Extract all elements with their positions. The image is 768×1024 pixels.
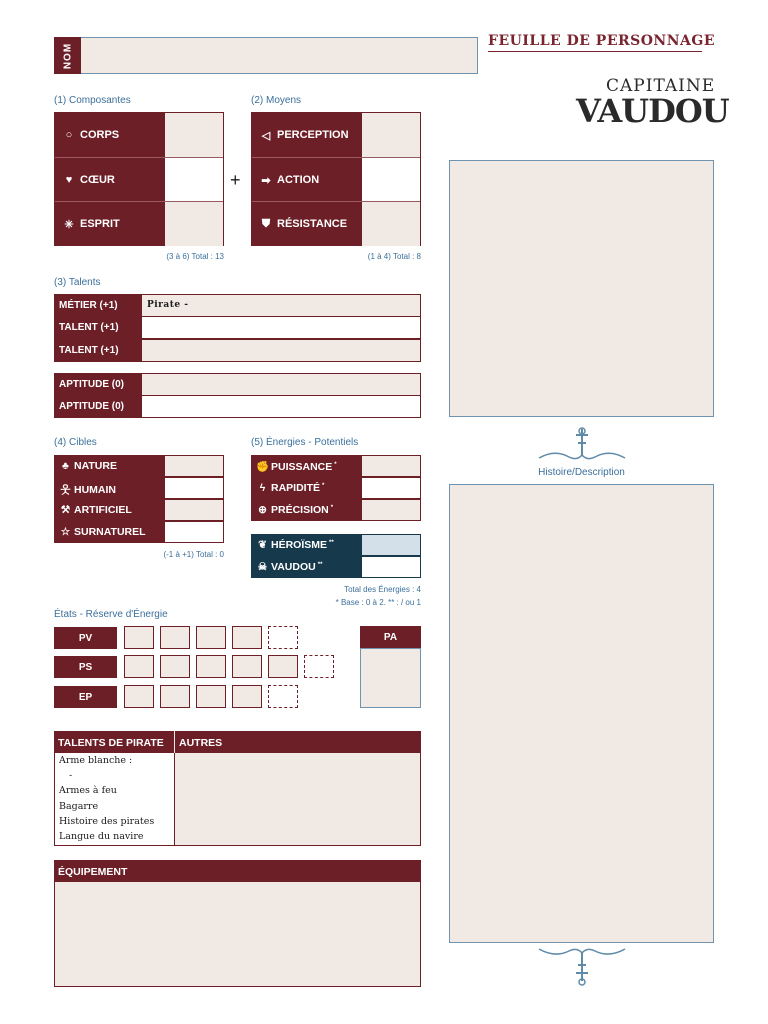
composantes-grid: [54, 112, 224, 246]
list-item: -: [69, 770, 73, 782]
energie-footnote: *: [330, 504, 334, 511]
aptitude-label: APTITUDE (0): [55, 374, 142, 395]
ornament-bottom-icon: [535, 945, 630, 987]
skull-icon: ☠: [257, 561, 268, 573]
pv-box[interactable]: [124, 626, 154, 649]
sheet-title: FEUILLE DE PERSONNAGE: [488, 33, 716, 49]
talent-value-field[interactable]: [142, 340, 420, 361]
title-underline: [488, 51, 702, 52]
stat-row-action: [252, 157, 420, 201]
energie-footnote: *: [334, 461, 337, 468]
humain-value-field[interactable]: [164, 477, 224, 499]
fist-icon: ✊: [256, 461, 270, 473]
plus-sign: +: [230, 170, 241, 190]
pa-label: PA: [360, 626, 421, 648]
stat-row-esprit: [55, 201, 223, 245]
corps-value-field[interactable]: [164, 113, 223, 157]
cible-label: [54, 477, 164, 499]
cible-label-text: HUMAIN: [74, 484, 116, 496]
energie-footnote: **: [317, 561, 323, 568]
stat-label: [55, 113, 164, 157]
rapidite-value-field[interactable]: [361, 477, 421, 499]
energie-label-text: PUISSANCE: [271, 461, 333, 473]
cible-row-nature: [54, 455, 224, 477]
stat-label: [252, 202, 361, 246]
energie-label: [251, 534, 361, 556]
portrait-box[interactable]: [449, 160, 714, 417]
stat-label: [55, 202, 164, 246]
stat-label-text: ESPRIT: [80, 218, 120, 230]
talents-pirate-list: [54, 753, 175, 846]
energies-title: (5) Énergies - Potentiels: [251, 437, 359, 448]
energie-footnote: **: [329, 539, 334, 546]
aptitude-row-2: [54, 395, 421, 418]
energie-label: [251, 499, 361, 521]
energie-row-puissance: [251, 455, 421, 477]
heroisme-value-field[interactable]: [361, 534, 421, 556]
logo-top-text: CAPITAINE: [606, 76, 716, 96]
energie-label-text: VAUDOU: [271, 561, 316, 573]
stat-row-resistance: [252, 201, 420, 245]
sparkle-icon: ✳: [64, 218, 74, 231]
aptitude-label: APTITUDE (0): [55, 396, 142, 417]
nature-value-field[interactable]: [164, 455, 224, 477]
aptitude-value-field[interactable]: [142, 374, 420, 395]
energies-note: * Base : 0 à 2. ** : / ou 1: [335, 598, 421, 607]
cible-row-surnaturel: [54, 521, 224, 543]
stat-label-text: CŒUR: [80, 174, 115, 186]
cible-label-text: ARTIFICIEL: [74, 504, 132, 516]
hammer-icon: ⚒: [60, 504, 71, 516]
stat-row-coeur: [55, 157, 223, 201]
ps-box[interactable]: [232, 655, 262, 678]
energies-total: Total des Énergies : 4: [344, 585, 421, 594]
ps-label: PS: [54, 656, 117, 678]
list-item: Arme blanche :: [59, 755, 133, 766]
cibles-title: (4) Cibles: [54, 437, 97, 448]
stat-label-text: CORPS: [80, 129, 120, 141]
esprit-value-field[interactable]: [164, 202, 223, 246]
cible-label: [54, 499, 164, 521]
aptitude-value-field[interactable]: [142, 396, 420, 417]
energie-row-rapidite: [251, 477, 421, 499]
ps-box[interactable]: [196, 655, 226, 678]
heart-icon: ♥: [65, 174, 73, 186]
cible-label: [54, 521, 164, 543]
list-item: Langue du navire: [59, 831, 144, 843]
stat-label: [252, 113, 361, 157]
perception-value-field[interactable]: [361, 113, 420, 157]
aptitude-row-1: [54, 373, 421, 396]
talent-row-2: [54, 339, 421, 362]
name-label: NOM: [62, 42, 73, 69]
pv-label: PV: [54, 627, 117, 649]
ornament-top-icon: [535, 425, 630, 465]
ep-box[interactable]: [160, 685, 190, 708]
stat-label-text: PERCEPTION: [277, 129, 349, 141]
name-tab: [54, 37, 81, 74]
ep-box[interactable]: [196, 685, 226, 708]
resistance-value-field[interactable]: [361, 202, 420, 246]
energie-label-text: RAPIDITÉ: [271, 482, 321, 494]
equipement-header: ÉQUIPEMENT: [54, 860, 421, 882]
stat-label: [55, 158, 164, 202]
energie-row-heroisme: [251, 534, 421, 556]
ep-box[interactable]: [124, 685, 154, 708]
name-field[interactable]: [54, 37, 478, 74]
energie-label: [251, 556, 361, 578]
stat-row-perception: [252, 113, 420, 157]
talent-label: TALENT (+1): [55, 340, 142, 361]
ep-label: EP: [54, 686, 117, 708]
talents-title: (3) Talents: [54, 277, 101, 288]
autres-field[interactable]: [174, 753, 421, 846]
arrow-icon: ➡: [261, 174, 271, 187]
vaudou-value-field[interactable]: [361, 556, 421, 578]
talents-pirate-header: TALENTS DE PIRATE: [54, 731, 174, 753]
stat-label-text: ACTION: [277, 174, 320, 186]
talent-value-field[interactable]: Pirate -: [142, 295, 420, 316]
precision-value-field[interactable]: [361, 499, 421, 521]
talent-row-1: [54, 316, 421, 339]
talent-value-field[interactable]: [142, 317, 420, 338]
star-icon: ☆: [60, 526, 71, 538]
histoire-label: Histoire/Description: [538, 467, 625, 478]
histoire-field[interactable]: [449, 484, 714, 943]
stat-label-text: RÉSISTANCE: [277, 218, 348, 230]
eye-icon: ◁: [261, 129, 271, 142]
list-item: Bagarre: [59, 800, 99, 812]
energie-label-text: HÉROÏSME: [271, 539, 328, 551]
etats-title: États - Réserve d'Énergie: [54, 609, 168, 620]
cible-label-text: SURNATUREL: [74, 526, 146, 538]
energie-row-precision: [251, 499, 421, 521]
ps-box[interactable]: [268, 655, 298, 678]
energie-footnote: *: [322, 482, 325, 489]
ps-box[interactable]: [160, 655, 190, 678]
stat-row-corps: [55, 113, 223, 157]
cible-label-text: NATURE: [74, 460, 117, 472]
circle-icon: ○: [65, 129, 73, 141]
palm-icon: ❦: [258, 539, 267, 551]
ps-box[interactable]: [124, 655, 154, 678]
ps-box-optional[interactable]: [304, 655, 334, 678]
cibles-total: (-1 à +1) Total : 0: [163, 550, 224, 559]
equipement-field[interactable]: [54, 882, 421, 987]
moyens-total: (1 à 4) Total : 8: [367, 252, 421, 261]
energie-label-text: PRÉCISION: [271, 504, 329, 516]
composantes-title: (1) Composantes: [54, 95, 131, 106]
pv-box[interactable]: [160, 626, 190, 649]
cible-row-artificiel: [54, 499, 224, 521]
lightning-icon: ϟ: [259, 482, 266, 494]
tree-icon: ♣: [62, 460, 69, 472]
moyens-title: (2) Moyens: [251, 95, 302, 106]
surnaturel-value-field[interactable]: [164, 521, 224, 543]
shield-icon: ⛊: [261, 217, 271, 230]
list-item: Histoire des pirates: [59, 815, 155, 827]
ep-box-optional[interactable]: [268, 685, 298, 708]
talent-row-metier: [54, 294, 421, 317]
artificiel-value-field[interactable]: [164, 499, 224, 521]
energie-label: [251, 477, 361, 499]
coeur-value-field[interactable]: [164, 158, 223, 202]
talent-label: TALENT (+1): [55, 317, 142, 338]
pv-box[interactable]: [196, 626, 226, 649]
puissance-value-field[interactable]: [361, 455, 421, 477]
ep-box[interactable]: [232, 685, 262, 708]
stat-label: [252, 158, 361, 202]
moyens-grid: [251, 112, 421, 246]
composantes-total: (3 à 6) Total : 13: [166, 252, 224, 261]
talent-label: MÉTIER (+1): [55, 295, 142, 316]
pv-box[interactable]: [232, 626, 262, 649]
cible-row-humain: [54, 477, 224, 499]
cible-label: [54, 455, 164, 477]
energie-row-vaudou: [251, 556, 421, 578]
person-icon: 웃: [60, 484, 71, 496]
energie-label: [251, 455, 361, 477]
logo-bottom-text: VAUDOU: [576, 92, 729, 130]
pa-field[interactable]: [360, 648, 421, 708]
pv-box-optional[interactable]: [268, 626, 298, 649]
crosshair-icon: ⊕: [258, 504, 267, 516]
list-item: Armes à feu: [59, 785, 117, 797]
autres-header: AUTRES: [174, 731, 421, 753]
action-value-field[interactable]: [361, 158, 420, 202]
